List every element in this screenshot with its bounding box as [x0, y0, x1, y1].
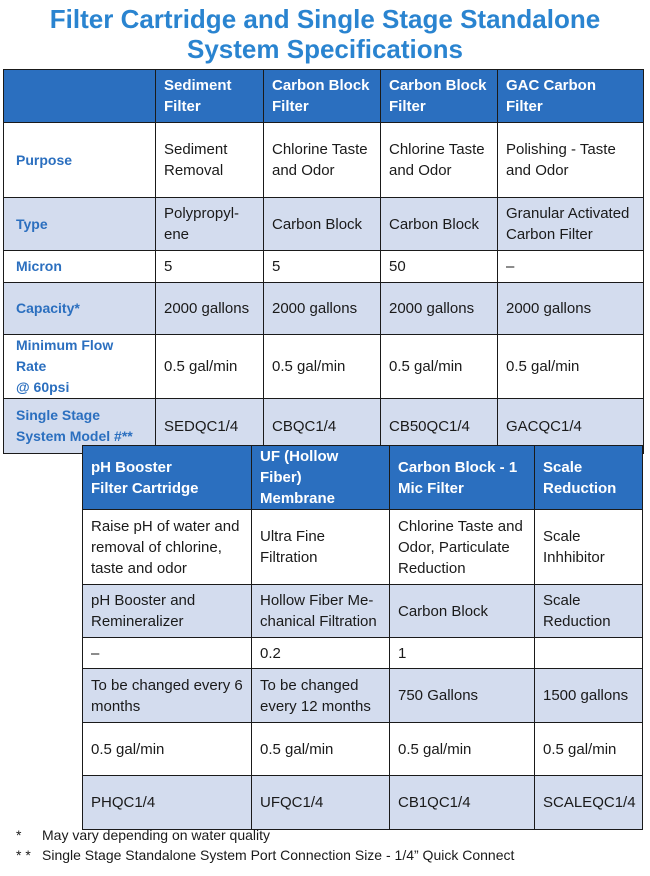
table-row	[83, 638, 643, 669]
title-line-2: System Specifications	[187, 34, 463, 64]
table-cell: Carbon Block	[381, 198, 498, 251]
table-cell: Polypropyl- ene	[156, 198, 264, 251]
table-cell: 50	[381, 251, 498, 283]
table-cell: 0.5 gal/min	[381, 335, 498, 399]
table-cell: Polishing - Taste and Odor	[498, 123, 644, 198]
table-row	[83, 776, 643, 830]
table-cell: CBQC1/4	[264, 399, 381, 454]
table-cell: pH Booster and Remineralizer	[83, 585, 252, 638]
header-cell: Carbon Block Filter	[381, 70, 498, 123]
row-label: Capacity*	[4, 283, 156, 335]
header-cell: Scale Reduction	[535, 446, 643, 510]
spec-table-filters	[3, 69, 644, 454]
header-cell: Sediment Filter	[156, 70, 264, 123]
footnote-model	[16, 846, 514, 864]
table-cell: Ultra Fine Filtration	[252, 510, 390, 585]
table-cell: 5	[264, 251, 381, 283]
table-cell: Raise pH of water and removal of chlorine, taste and odor	[83, 510, 252, 585]
table-cell: CB50QC1/4	[381, 399, 498, 454]
table-cell: 1500 gallons	[535, 669, 643, 723]
table-cell: To be changed every 12 months	[252, 669, 390, 723]
table-row	[83, 723, 643, 776]
table-row	[83, 669, 643, 723]
table-cell: 0.5 gal/min	[252, 723, 390, 776]
footnote-text: Single Stage Standalone System Port Connection Size - 1/4” Quick Connect	[42, 847, 515, 863]
table-cell: 0.5 gal/min	[390, 723, 535, 776]
table-cell: Carbon Block	[390, 585, 535, 638]
table-row	[83, 585, 643, 638]
table-cell: Hollow Fiber Me- chanical Filtration	[252, 585, 390, 638]
header-cell: Carbon Block - 1 Mic Filter	[390, 446, 535, 510]
table-cell: CB1QC1/4	[390, 776, 535, 830]
table-row	[4, 198, 644, 251]
table-cell: SEDQC1/4	[156, 399, 264, 454]
table-cell: 750 Gallons	[390, 669, 535, 723]
title-line-1: Filter Cartridge and Single Stage Standalone	[49, 4, 601, 34]
header-cell: pH Booster Filter Cartridge	[83, 446, 252, 510]
table-cell: To be changed every 6 months	[83, 669, 252, 723]
table-cell	[535, 638, 643, 669]
table-cell: 0.5 gal/min	[264, 335, 381, 399]
table-cell: Scale Inhhibitor	[535, 510, 643, 585]
table-cell: UFQC1/4	[252, 776, 390, 830]
table-cell: Chlorine Taste and Odor	[264, 123, 381, 198]
row-label: Purpose	[4, 123, 156, 198]
row-label: Type	[4, 198, 156, 251]
row-label: Micron	[4, 251, 156, 283]
table-cell: 0.5 gal/min	[498, 335, 644, 399]
table-cell: 5	[156, 251, 264, 283]
header-cell: GAC Carbon Filter	[498, 70, 644, 123]
table-cell: Scale Reduction	[535, 585, 643, 638]
table-cell: Granular Activated Carbon Filter	[498, 198, 644, 251]
header-cell: Carbon Block Filter	[264, 70, 381, 123]
table-row	[83, 510, 643, 585]
table-row	[4, 335, 644, 399]
header-cell: UF (Hollow Fiber) Membrane	[252, 446, 390, 510]
table-cell: 0.5 gal/min	[156, 335, 264, 399]
table-cell: 0.2	[252, 638, 390, 669]
header-blank	[4, 70, 156, 123]
table-cell: 2000 gallons	[156, 283, 264, 335]
table-cell: GACQC1/4	[498, 399, 644, 454]
table-cell: Sediment Removal	[156, 123, 264, 198]
header-row	[83, 446, 643, 510]
page-title	[0, 4, 650, 64]
table-cell: Carbon Block	[264, 198, 381, 251]
table-cell: 0.5 gal/min	[535, 723, 643, 776]
footnote-capacity	[16, 826, 270, 844]
table-cell: 1	[390, 638, 535, 669]
header-row	[4, 70, 644, 123]
footnote-mark: *	[16, 827, 22, 843]
footnote-text: May vary depending on water quality	[42, 827, 271, 843]
table-cell: Chlorine Taste and Odor, Particulate Reduction	[390, 510, 535, 585]
table-row	[4, 283, 644, 335]
table-row	[4, 123, 644, 198]
table-cell: Chlorine Taste and Odor	[381, 123, 498, 198]
table-cell: 0.5 gal/min	[83, 723, 252, 776]
table-cell: 2000 gallons	[498, 283, 644, 335]
table-cell: –	[498, 251, 644, 283]
table-cell: 2000 gallons	[264, 283, 381, 335]
table-cell: PHQC1/4	[83, 776, 252, 830]
table-cell: 2000 gallons	[381, 283, 498, 335]
footnote-mark: * *	[16, 847, 31, 863]
table-row	[4, 251, 644, 283]
spec-table-specialty	[82, 445, 643, 830]
row-label: Minimum Flow Rate @ 60psi	[4, 335, 156, 399]
row-label: Single Stage System Model #**	[4, 399, 156, 454]
table-cell: –	[83, 638, 252, 669]
table-cell: SCALEQC1/4	[535, 776, 643, 830]
